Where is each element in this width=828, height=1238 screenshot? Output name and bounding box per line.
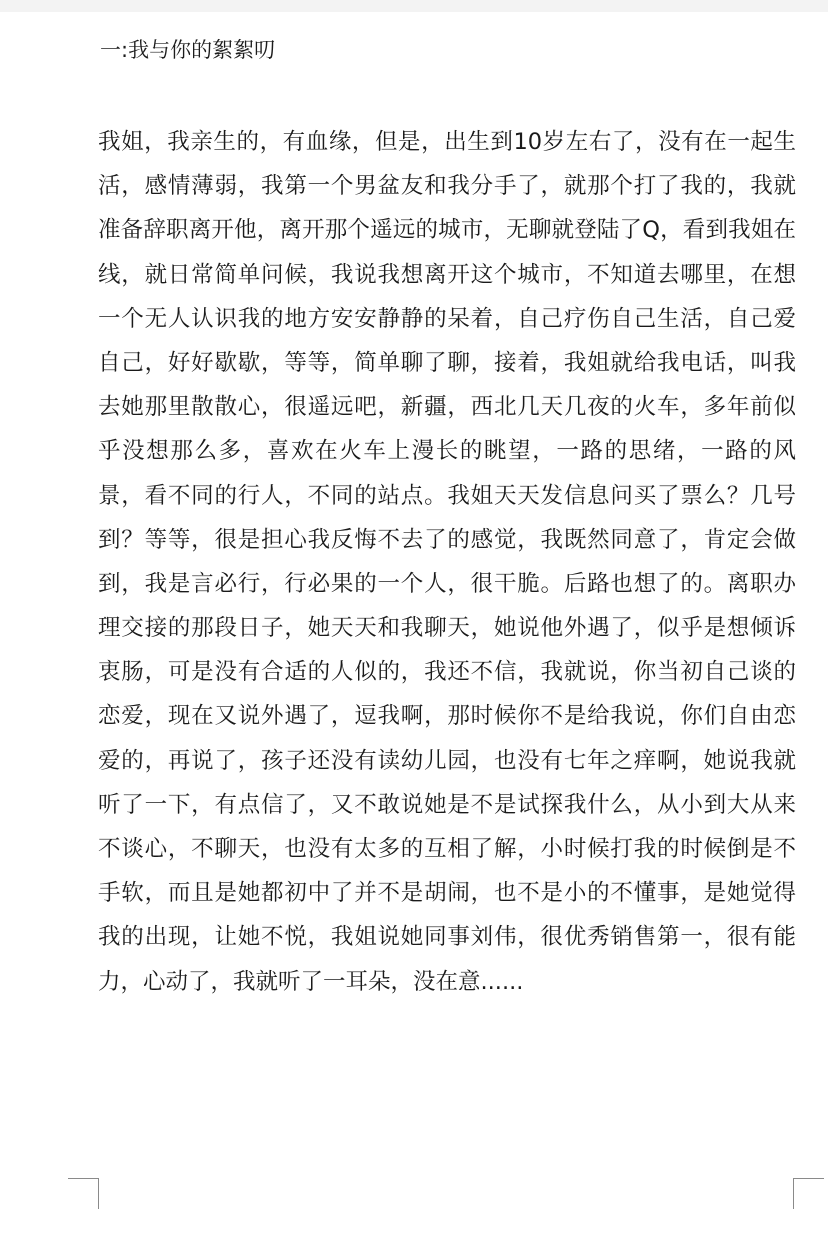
text-line: 我的出现，让她不悦，我姐说她同事刘伟，很优秀销售第一，很有能 (98, 924, 796, 951)
text-line: 到？等等，很是担心我反悔不去了的感觉，我既然同意了，肯定会做 (98, 526, 796, 553)
text-line: 我姐，我亲生的，有血缘，但是，出生到10岁左右了，没有在一起生 (98, 129, 796, 155)
text-line: 自己，好好歇歇，等等，简单聊了聊，接着，我姐就给我电话，叫我 (98, 349, 796, 376)
page-corner-mark-right (793, 1178, 824, 1209)
document-body (98, 120, 796, 1004)
text-line: 准备辞职离开他，离开那个遥远的城市，无聊就登陆了Q，看到我姐在 (98, 217, 796, 244)
text-line: 活，感情薄弱，我第一个男盆友和我分手了，就那个打了我的，我就 (98, 173, 796, 200)
text-line: 景，看不同的行人，不同的站点。我姐天天发信息问买了票么？几号 (98, 482, 796, 509)
text-line: 力，心动了，我就听了一耳朵，没在意...... (98, 968, 524, 995)
text-line: 听了一下，有点信了，又不敢说她是不是试探我什么，从小到大从来 (98, 791, 796, 818)
text-line: 去她那里散散心，很遥远吧，新疆，西北几天几夜的火车，多年前似 (98, 394, 796, 421)
text-line: 线，就日常简单问候，我说我想离开这个城市，不知道去哪里，在想 (98, 261, 796, 288)
text-line: 一个无人认识我的地方安安静静的呆着，自己疗伤自己生活，自己爱 (98, 305, 796, 332)
text-line: 乎没想那么多，喜欢在火车上漫长的眺望，一路的思绪，一路的风 (98, 438, 796, 465)
text-line: 衷肠，可是没有合适的人似的，我还不信，我就说，你当初自己谈的 (98, 659, 796, 686)
text-line: 爱的，再说了，孩子还没有读幼儿园，也没有七年之痒啊，她说我就 (98, 747, 796, 774)
text-line: 恋爱，现在又说外遇了，逗我啊，那时候你不是给我说，你们自由恋 (98, 703, 796, 730)
text-line: 理交接的那段日子，她天天和我聊天，她说他外遇了，似乎是想倾诉 (98, 615, 796, 642)
text-line: 到，我是言必行，行必果的一个人，很干脆。后路也想了的。离职办 (98, 570, 796, 597)
text-line: 手软，而且是她都初中了并不是胡闹，也不是小的不懂事，是她觉得 (98, 880, 796, 907)
document-title: 一:我与你的絮絮叨 (100, 38, 276, 62)
document-page (0, 12, 828, 1238)
text-line: 不谈心，不聊天，也没有太多的互相了解，小时候打我的时候倒是不 (98, 836, 796, 862)
page-corner-mark-left (68, 1178, 99, 1209)
